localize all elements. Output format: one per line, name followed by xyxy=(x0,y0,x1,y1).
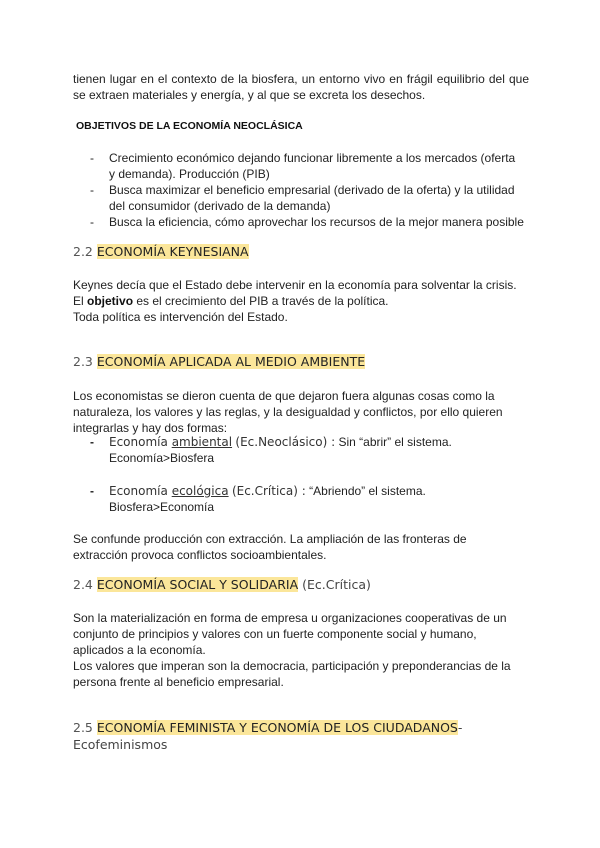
section-heading-social: 2.4 ECONOMÍA SOCIAL Y SOLIDARIA (Ec.Crítica) xyxy=(73,577,371,592)
dash-bullet: - xyxy=(90,215,94,229)
section-heading-medio-ambiente: 2.3 ECONOMÍA APLICADA AL MEDIO AMBIENTE xyxy=(73,354,366,369)
highlighted-title: ECONOMÍA KEYNESIANA xyxy=(96,244,249,259)
highlighted-title: ECONOMÍA APLICADA AL MEDIO AMBIENTE xyxy=(96,354,366,369)
keynes-paragraph: Keynes decía que el Estado debe intervenir en la economía para solventar la crisis. El objetivo es el crecimiento del PIB a través de la política. Toda política es intervención del Estado. xyxy=(73,278,517,324)
dash-bullet: - xyxy=(90,484,94,498)
underlined-term: ecológica xyxy=(171,484,229,498)
objetivos-list xyxy=(73,150,533,230)
intro-line: tienen lugar en el contexto de la biosfera, un entorno vivo en frágil equilibrio del que xyxy=(73,72,529,86)
list-item-ecologica: - Economía ecológica (Ec.Crítica) : “Abriendo” el sistema. Biosfera>Economía xyxy=(90,484,426,514)
dash-bullet: - xyxy=(90,151,94,165)
section-heading-feminista: 2.5 ECONOMÍA FEMINISTA Y ECONOMÍA DE LOS CIUDADANOS- xyxy=(73,720,463,735)
ambiente-intro: Los economistas se dieron cuenta de que dejaron fuera algunas cosas como la naturaleza, los valores y las reglas, y la desigualdad y conflictos, por ello quieren integrarlas y hay dos formas: xyxy=(73,389,503,435)
intro-line: se extraen materiales y energía, y al que se excreta los desechos. xyxy=(73,88,426,102)
list-item: - Busca la eficiencia, cómo aprovechar los recursos de la mejor manera posible xyxy=(90,215,524,229)
dash-bullet: - xyxy=(90,435,94,449)
list-item: - Crecimiento económico dejando funcionar libremente a los mercados (oferta y demanda). Producción (PIB) xyxy=(90,151,516,181)
section-heading-continuation: Ecofeminismos xyxy=(73,737,168,752)
bold-term: objetivo xyxy=(87,294,134,308)
dash-bullet: - xyxy=(90,183,94,197)
underlined-term: ambiental xyxy=(171,435,233,449)
objetivos-title: OBJETIVOS DE LA ECONOMÍA NEOCLÁSICA xyxy=(76,120,303,132)
section-heading-keynesiana: 2.2 ECONOMÍA KEYNESIANA xyxy=(73,244,249,259)
highlighted-title: ECONOMÍA SOCIAL Y SOLIDARIA xyxy=(96,577,299,592)
intro-paragraph xyxy=(73,71,529,103)
ambiente-outro: Se confunde producción con extracción. La ampliación de las fronteras de extracción provoca conflictos socioambientales. xyxy=(73,532,467,562)
highlighted-title: ECONOMÍA FEMINISTA Y ECONOMÍA DE LOS CIUDADANOS xyxy=(96,720,458,735)
list-item-ambiental: - Economía ambiental (Ec.Neoclásico) : Sin “abrir” el sistema. Economía>Biosfera xyxy=(90,435,452,465)
social-paragraph: Son la materialización en forma de empresa u organizaciones cooperativas de un conjunto de principios y valores con un fuerte componente social y humano, aplicados a la economía. Los valores que imperan son la democracia, participación y preponderancias de la persona frente al beneficio empresarial. xyxy=(73,611,511,689)
list-item: - Busca maximizar el beneficio empresarial (derivado de la oferta) y la utilidad del consumidor (derivado de la demanda) xyxy=(90,183,515,213)
